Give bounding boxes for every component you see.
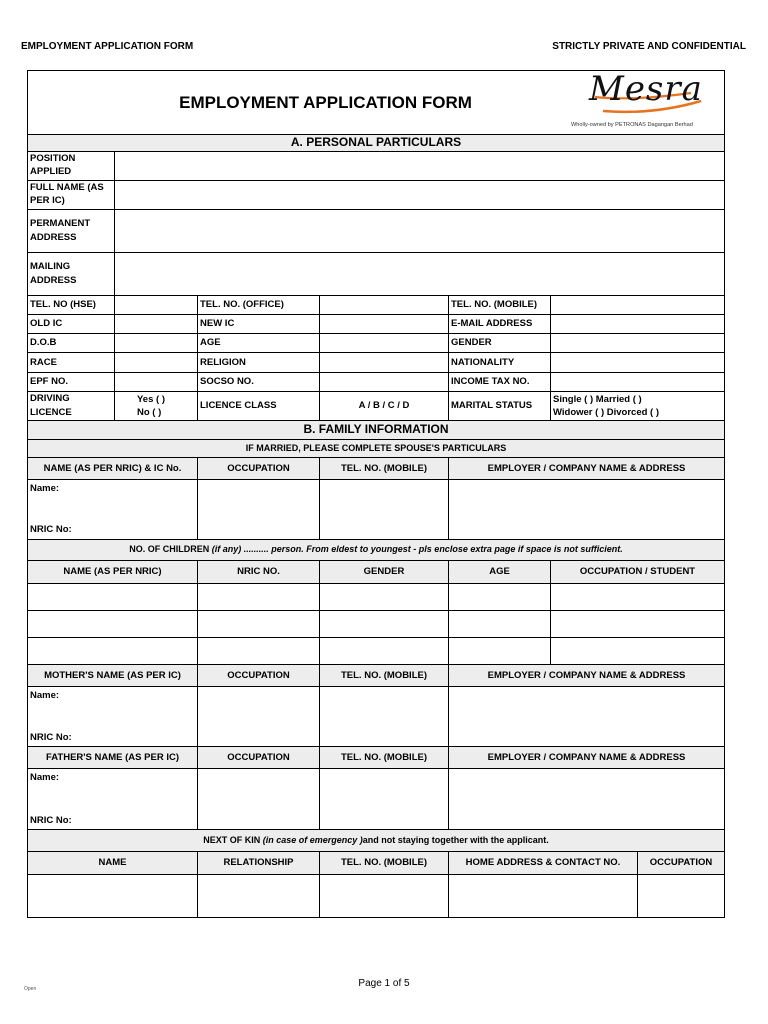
child-row-3-age[interactable] (449, 638, 551, 665)
child-row-3-nric[interactable] (198, 638, 320, 665)
father-header-tel: TEL. NO. (MOBILE) (320, 747, 449, 769)
kin-header-relationship: RELATIONSHIP (198, 852, 320, 875)
field-email[interactable] (551, 315, 725, 334)
mother-tel-field[interactable] (320, 687, 449, 747)
page-number: Page 1 of 5 (358, 978, 410, 989)
option-widower[interactable]: Widower ( ) (553, 407, 605, 419)
father-name-field[interactable] (28, 769, 198, 830)
field-mailing-address[interactable] (115, 253, 725, 296)
label-income-tax: INCOME TAX NO. (449, 373, 551, 392)
mother-name-label: Name: (30, 690, 60, 701)
spouse-occupation-field[interactable] (198, 480, 320, 540)
child-row-2-nric[interactable] (198, 611, 320, 638)
label-dob: D.O.B (28, 334, 115, 353)
kin-note-rest: and not staying together with the applicant. (362, 834, 549, 845)
field-tel-mobile[interactable] (551, 296, 725, 315)
spouse-name-field[interactable] (28, 480, 198, 540)
children-header-age: AGE (449, 561, 551, 584)
licence-class-options[interactable]: A / B / C / D (320, 392, 449, 421)
children-header-nric: NRIC NO. (198, 561, 320, 584)
spouse-header-name: NAME (AS PER NRIC) & IC No. (28, 458, 198, 480)
spouse-nric-label: NRIC No: (30, 524, 72, 535)
child-row-3-name[interactable] (28, 638, 198, 665)
logo-word: Mesra (589, 69, 703, 109)
child-row-1-name[interactable] (28, 584, 198, 611)
label-permanent-address: PERMANENT ADDRESS (28, 210, 115, 253)
marital-status-options[interactable] (551, 392, 725, 421)
spouse-header-occupation: OCCUPATION (198, 458, 320, 480)
option-single[interactable]: Single ( ) (553, 394, 594, 405)
child-row-3-occupation[interactable] (551, 638, 725, 665)
kin-note-label: NEXT OF KIN (203, 834, 261, 845)
mother-header-name: MOTHER'S NAME (AS PER IC) (28, 665, 198, 687)
field-income-tax[interactable] (551, 373, 725, 392)
children-note-instruction: (if any) .......... person. From eldest to youngest - pls enclose extra page if space is not sufficient. (211, 544, 623, 555)
father-header-name: FATHER'S NAME (AS PER IC) (28, 747, 198, 769)
children-header-gender: GENDER (320, 561, 449, 584)
label-socso: SOCSO NO. (198, 373, 320, 392)
logo-tagline: Wholly-owned by PETRONAS Dagangan Berhad (571, 122, 693, 128)
mother-occupation-field[interactable] (198, 687, 320, 747)
label-age: AGE (198, 334, 320, 353)
section-a-title: A. PERSONAL PARTICULARS (28, 134, 725, 152)
label-mailing-address: MAILING ADDRESS (28, 253, 115, 296)
field-new-ic[interactable] (320, 315, 449, 334)
spouse-note: IF MARRIED, PLEASE COMPLETE SPOUSE'S PARTICULARS (28, 440, 725, 458)
child-row-2-age[interactable] (449, 611, 551, 638)
mother-nric-label: NRIC No: (30, 732, 72, 743)
label-epf: EPF NO. (28, 373, 115, 392)
label-new-ic: NEW IC (198, 315, 320, 334)
child-row-2-occupation[interactable] (551, 611, 725, 638)
section-b-title: B. FAMILY INFORMATION (28, 421, 725, 440)
label-nationality: NATIONALITY (449, 353, 551, 373)
father-occupation-field[interactable] (198, 769, 320, 830)
child-row-2-gender[interactable] (320, 611, 449, 638)
kin-note-emergency: (in case of emergency ) (262, 834, 363, 845)
option-no[interactable]: No ( ) (137, 407, 162, 419)
label-religion: RELIGION (198, 353, 320, 373)
footer-classification: Open (24, 986, 37, 992)
father-name-label: Name: (30, 772, 60, 783)
kin-address-field[interactable] (449, 875, 638, 917)
mother-header-employer: EMPLOYER / COMPANY NAME & ADDRESS (449, 665, 725, 687)
field-tel-office[interactable] (320, 296, 449, 315)
option-divorced[interactable]: Divorced ( ) (606, 407, 660, 419)
mesra-logo (573, 71, 723, 134)
kin-header-occupation: OCCUPATION (638, 852, 725, 875)
kin-header-address: HOME ADDRESS & CONTACT NO. (449, 852, 638, 875)
children-note (28, 540, 725, 561)
mother-header-tel: TEL. NO. (MOBILE) (320, 665, 449, 687)
header-confidential-label: STRICTLY PRIVATE AND CONFIDENTIAL (552, 41, 746, 52)
field-tel-hse[interactable] (115, 296, 198, 315)
field-age[interactable] (320, 334, 449, 353)
field-gender[interactable] (551, 334, 725, 353)
label-position-applied: POSITION APPLIED (28, 152, 115, 181)
label-full-name: FULL NAME (AS PER IC) (28, 181, 115, 210)
spouse-employer-field[interactable] (449, 480, 725, 540)
field-religion[interactable] (320, 353, 449, 373)
label-licence-class: LICENCE CLASS (198, 392, 320, 421)
field-full-name[interactable] (115, 181, 725, 210)
children-header-name: NAME (AS PER NRIC) (28, 561, 198, 584)
form-frame (27, 70, 725, 918)
field-position-applied[interactable] (115, 152, 725, 181)
spouse-name-label: Name: (30, 483, 60, 494)
field-race[interactable] (115, 353, 198, 373)
spouse-header-employer: EMPLOYER / COMPANY NAME & ADDRESS (449, 458, 725, 480)
kin-occupation-field[interactable] (638, 875, 725, 917)
label-marital-status: MARITAL STATUS (449, 392, 551, 421)
child-row-3-gender[interactable] (320, 638, 449, 665)
label-tel-hse: TEL. NO (HSE) (28, 296, 115, 315)
kin-header-name: NAME (28, 852, 198, 875)
child-row-1-gender[interactable] (320, 584, 449, 611)
kin-header-tel: TEL. NO. (MOBILE) (320, 852, 449, 875)
label-driving-licence: DRIVING LICENCE (28, 392, 115, 421)
field-epf[interactable] (115, 373, 198, 392)
field-permanent-address[interactable] (115, 210, 725, 253)
mother-employer-field[interactable] (449, 687, 725, 747)
father-nric-label: NRIC No: (30, 815, 72, 826)
kin-relationship-field[interactable] (198, 875, 320, 917)
header-left-title: EMPLOYMENT APPLICATION FORM (21, 41, 194, 52)
form-title: EMPLOYMENT APPLICATION FORM (179, 92, 472, 112)
label-gender: GENDER (449, 334, 551, 353)
licence-yes-no-options[interactable] (115, 392, 198, 421)
father-header-employer: EMPLOYER / COMPANY NAME & ADDRESS (449, 747, 725, 769)
label-tel-office: TEL. NO. (OFFICE) (198, 296, 320, 315)
option-yes[interactable]: Yes ( ) (137, 394, 165, 405)
kin-tel-field[interactable] (320, 875, 449, 917)
next-of-kin-note (28, 830, 725, 852)
spouse-header-tel: TEL. NO. (MOBILE) (320, 458, 449, 480)
father-employer-field[interactable] (449, 769, 725, 830)
field-nationality[interactable] (551, 353, 725, 373)
kin-name-field[interactable] (28, 875, 198, 917)
label-old-ic: OLD IC (28, 315, 115, 334)
field-dob[interactable] (115, 334, 198, 353)
label-race: RACE (28, 353, 115, 373)
father-header-occupation: OCCUPATION (198, 747, 320, 769)
label-tel-mobile: TEL. NO. (MOBILE) (449, 296, 551, 315)
mother-name-field[interactable] (28, 687, 198, 747)
child-row-2-name[interactable] (28, 611, 198, 638)
field-socso[interactable] (320, 373, 449, 392)
option-married[interactable]: Married ( ) (595, 394, 642, 405)
child-row-1-nric[interactable] (198, 584, 320, 611)
child-row-1-occupation[interactable] (551, 584, 725, 611)
children-header-occupation: OCCUPATION / STUDENT (551, 561, 725, 584)
spouse-tel-field[interactable] (320, 480, 449, 540)
father-tel-field[interactable] (320, 769, 449, 830)
label-email: E-MAIL ADDRESS (449, 315, 551, 334)
child-row-1-age[interactable] (449, 584, 551, 611)
field-old-ic[interactable] (115, 315, 198, 334)
mother-header-occupation: OCCUPATION (198, 665, 320, 687)
children-note-label: NO. OF CHILDREN (129, 544, 210, 555)
